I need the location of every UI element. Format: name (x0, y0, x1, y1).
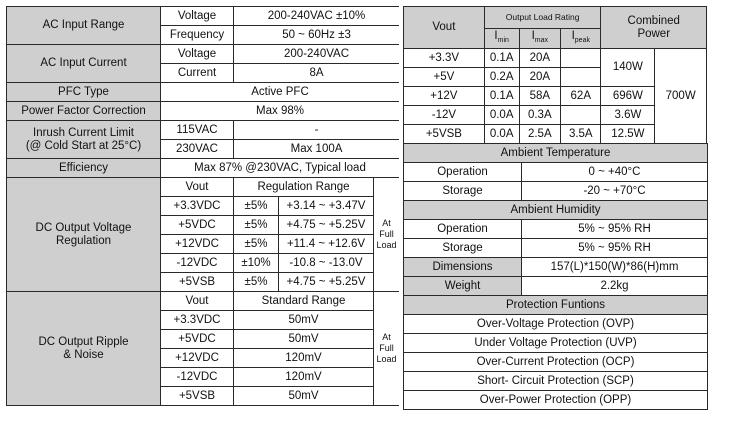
table-row (7, 7, 400, 26)
ripple-vout: -12VDC (161, 368, 234, 387)
combined-power-12v: 696W (601, 87, 655, 106)
ac-input-frequency-label: Frequency (161, 26, 234, 45)
ac-current-voltage-label: Voltage (161, 45, 234, 64)
table-row (7, 121, 400, 140)
dimensions-value: 157(L)*150(W)*86(H)mm (522, 258, 708, 277)
table-row (404, 220, 708, 239)
load-vout: +12V (404, 87, 485, 106)
temp-operation-value: 0 ~ +40°C (522, 163, 708, 182)
humidity-operation-label: Operation (404, 220, 522, 239)
ripple-label-line2: & Noise (63, 348, 104, 361)
pfc-type-label: PFC Type (7, 83, 161, 102)
table-row (7, 178, 400, 197)
ripple-vout: +3.3VDC (161, 311, 234, 330)
regulation-label-line2: Regulation (56, 234, 111, 247)
ac-current-current-value: 8A (234, 64, 400, 83)
ripple-range: 50mV (234, 387, 374, 406)
load-ipeak (561, 68, 601, 87)
ripple-range-header: Standard Range (234, 292, 374, 311)
regulation-vout-header: Vout (161, 178, 234, 197)
left-spec-table (6, 6, 400, 406)
load-ipeak (561, 49, 601, 68)
load-imax: 58A (519, 87, 561, 106)
regulation-range: -10.8 ~ -13.0V (279, 254, 374, 273)
temp-storage-value: -20 ~ +70°C (522, 182, 708, 201)
table-row (7, 102, 400, 121)
load-vout-header: Vout (404, 7, 485, 49)
temp-operation-label: Operation (404, 163, 522, 182)
efficiency-label: Efficiency (7, 159, 161, 178)
combined-power-header: Combined Power (601, 7, 707, 49)
regulation-vout: +5VDC (161, 216, 234, 235)
humidity-storage-value: 5% ~ 95% RH (522, 239, 708, 258)
load-imax: 20A (519, 49, 561, 68)
regulation-range: +11.4 ~ +12.6V (279, 235, 374, 254)
weight-label: Weight (404, 277, 522, 296)
ambient-humidity-header: Ambient Humidity (404, 201, 708, 220)
table-row (404, 182, 708, 201)
regulation-vout: +12VDC (161, 235, 234, 254)
table-row (404, 315, 708, 334)
ac-input-voltage-label: Voltage (161, 7, 234, 26)
ripple-range: 120mV (234, 368, 374, 387)
ripple-vout: +5VSB (161, 387, 234, 406)
right-spec-panel (403, 6, 707, 410)
table-row (404, 258, 708, 277)
ripple-full-load-note: At Full Load (374, 292, 400, 406)
regulation-tolerance: ±5% (234, 235, 279, 254)
regulation-tolerance: ±5% (234, 197, 279, 216)
ac-current-voltage-value: 200-240VAC (234, 45, 400, 64)
protection-item: Over-Current Protection (OCP) (404, 353, 708, 372)
regulation-vout: +5VSB (161, 273, 234, 292)
combined-power-5vsb: 12.5W (601, 125, 655, 144)
table-row (404, 49, 707, 68)
combined-power-total: 700W (655, 49, 707, 144)
table-row (404, 353, 708, 372)
table-row (404, 296, 708, 315)
regulation-label (7, 178, 161, 292)
load-imax: 2.5A (519, 125, 561, 144)
regulation-range: +4.75 ~ +5.25V (279, 216, 374, 235)
power-factor-value: Max 98% (161, 102, 400, 121)
regulation-range: +4.75 ~ +5.25V (279, 273, 374, 292)
load-ipeak (561, 106, 601, 125)
protection-item: Under Voltage Protection (UVP) (404, 334, 708, 353)
load-vout: +5VSB (404, 125, 485, 144)
inrush-label-line2: (@ Cold Start at 25°C) (25, 139, 142, 152)
regulation-tolerance: ±5% (234, 273, 279, 292)
inrush-115vac-value: - (234, 121, 400, 140)
load-ipeak: 3.5A (561, 125, 601, 144)
protection-header: Protection Funtions (404, 296, 708, 315)
regulation-full-load-note: At Full Load (374, 178, 400, 292)
table-row (404, 201, 708, 220)
ripple-range: 50mV (234, 311, 374, 330)
ac-input-voltage-value: 200-240VAC ±10% (234, 7, 400, 26)
table-row (404, 372, 708, 391)
table-row (7, 159, 400, 178)
pfc-type-value: Active PFC (161, 83, 400, 102)
ripple-range: 120mV (234, 349, 374, 368)
ac-input-frequency-value: 50 ~ 60Hz ±3 (234, 26, 400, 45)
ripple-vout: +12VDC (161, 349, 234, 368)
ripple-vout-header: Vout (161, 292, 234, 311)
output-load-rating-header: Output Load Rating (484, 7, 601, 29)
table-row (404, 391, 708, 410)
load-imin: 0.0A (484, 106, 519, 125)
humidity-storage-label: Storage (404, 239, 522, 258)
ripple-label-line1: DC Output Ripple (38, 335, 129, 348)
combined-power-3v3-5v: 140W (601, 49, 655, 87)
load-imax: 20A (519, 68, 561, 87)
inrush-230vac-value: Max 100A (234, 140, 400, 159)
table-row (404, 7, 707, 29)
imin-header: $I_{min}$ (484, 29, 519, 49)
inrush-label (7, 121, 161, 159)
ac-current-current-label: Current (161, 64, 234, 83)
inrush-label-line1: Inrush Current Limit (33, 126, 134, 139)
table-row (7, 292, 400, 311)
ripple-vout: +5VDC (161, 330, 234, 349)
table-row (404, 239, 708, 258)
protection-item: Over-Power Protection (OPP) (404, 391, 708, 410)
regulation-vout: +3.3VDC (161, 197, 234, 216)
ac-input-current-label: AC Input Current (7, 45, 161, 83)
load-imax: 0.3A (519, 106, 561, 125)
protection-item: Short- Circuit Protection (SCP) (404, 372, 708, 391)
efficiency-value: Max 87% @230VAC, Typical load (161, 159, 400, 178)
table-row (7, 83, 400, 102)
ipeak-header: $I_{peak}$ (561, 29, 601, 49)
load-imin: 0.1A (484, 87, 519, 106)
protection-item: Over-Voltage Protection (OVP) (404, 315, 708, 334)
load-ipeak: 62A (561, 87, 601, 106)
regulation-tolerance: ±5% (234, 216, 279, 235)
load-imin: 0.2A (484, 68, 519, 87)
ripple-label (7, 292, 161, 406)
environment-table (403, 143, 708, 410)
load-vout: +3.3V (404, 49, 485, 68)
ambient-temperature-header: Ambient Temperature (404, 144, 708, 163)
load-vout: -12V (404, 106, 485, 125)
table-row (404, 163, 708, 182)
power-factor-label: Power Factor Correction (7, 102, 161, 121)
inrush-115vac-label: 115VAC (161, 121, 234, 140)
ripple-range: 50mV (234, 330, 374, 349)
regulation-label-line1: DC Output Voltage (35, 221, 132, 234)
left-spec-panel (6, 6, 399, 406)
load-rating-table (403, 6, 707, 144)
combined-power-neg12v: 3.6W (601, 106, 655, 125)
load-vout: +5V (404, 68, 485, 87)
table-row (404, 334, 708, 353)
inrush-230vac-label: 230VAC (161, 140, 234, 159)
table-row (404, 277, 708, 296)
load-imin: 0.0A (484, 125, 519, 144)
load-imin: 0.1A (484, 49, 519, 68)
table-row (7, 45, 400, 64)
imax-header: $I_{max}$ (519, 29, 561, 49)
humidity-operation-value: 5% ~ 95% RH (522, 220, 708, 239)
dimensions-label: Dimensions (404, 258, 522, 277)
regulation-tolerance: ±10% (234, 254, 279, 273)
weight-value: 2.2kg (522, 277, 708, 296)
regulation-range: +3.14 ~ +3.47V (279, 197, 374, 216)
ac-input-range-label: AC Input Range (7, 7, 161, 45)
regulation-vout: -12VDC (161, 254, 234, 273)
table-row (404, 144, 708, 163)
regulation-range-header: Regulation Range (234, 178, 374, 197)
temp-storage-label: Storage (404, 182, 522, 201)
